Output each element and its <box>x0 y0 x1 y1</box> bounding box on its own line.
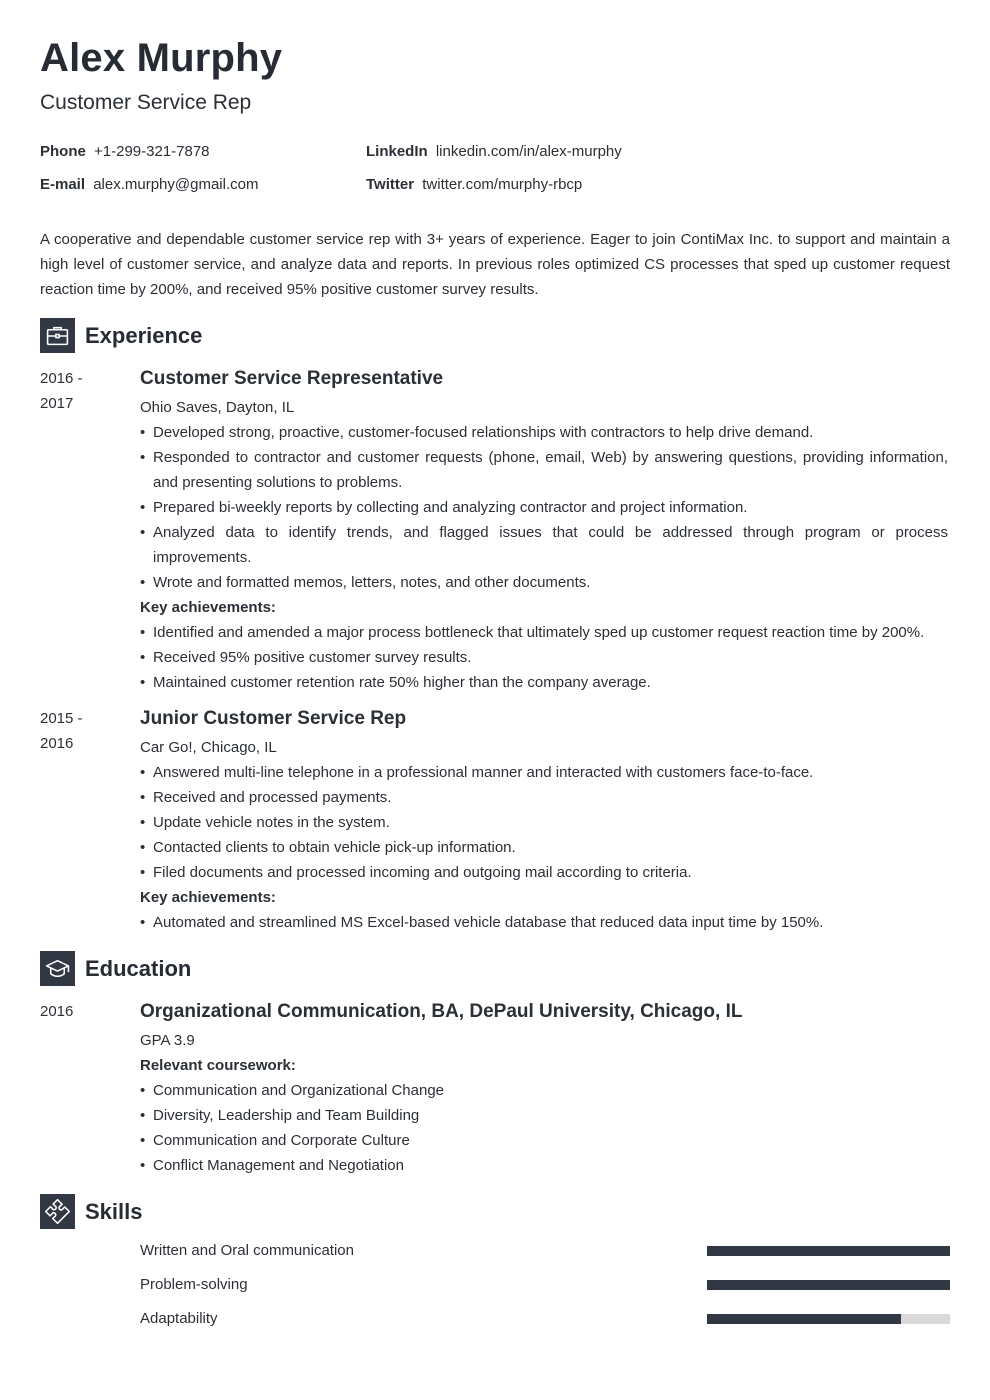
skill-name: Problem-solving <box>140 1276 248 1293</box>
contact-twitter <box>366 176 582 194</box>
skill-row <box>140 1275 950 1295</box>
skill-level-bar <box>707 1246 950 1256</box>
phone-value: +1-299-321-7878 <box>94 143 210 160</box>
education-heading: Education <box>85 955 192 981</box>
contact-linkedin <box>366 143 622 161</box>
degree-title: Organizational Communication, BA, DePaul University, Chicago, IL <box>140 1001 743 1022</box>
linkedin-link[interactable]: linkedin.com/in/alex-murphy <box>435 143 622 160</box>
list-item: • Received 95% positive customer survey results. <box>140 645 950 670</box>
list-item: • Received and processed payments. <box>140 785 950 810</box>
job-duties-list <box>140 760 950 885</box>
profile-summary: A cooperative and dependable customer service rep with 3+ years of experience. Eager to join ContiMax Inc. to support and maintain a high level of customer service, and analyze data and reports. In previous roles optimized CS processes that sped up customer request reaction time by 200%, and received 95% positive customer survey results. <box>40 231 950 298</box>
email-label: E-mail <box>40 176 86 193</box>
coursework-list <box>140 1078 950 1178</box>
education-section-header <box>40 951 191 986</box>
list-item: • Filed documents and processed incoming and outgoing mail according to criteria. <box>140 860 950 885</box>
list-item: • Automated and streamlined MS Excel-based vehicle database that reduced data input time by 150%. <box>140 910 950 935</box>
list-item: • Maintained customer retention rate 50% higher than the company average. <box>140 670 950 695</box>
job-title: Customer Service Representative <box>140 368 444 389</box>
skills-heading: Skills <box>85 1198 143 1224</box>
job-achievements-list <box>140 620 950 695</box>
skill-name: Written and Oral communication <box>140 1242 354 1259</box>
skill-row <box>140 1309 950 1329</box>
job-company: Car Go!, Chicago, IL <box>140 739 277 756</box>
job-duties-list <box>140 420 950 595</box>
skill-row <box>140 1241 950 1261</box>
list-item: • Answered multi-line telephone in a professional manner and interacted with customers face-to-face. <box>140 760 950 785</box>
list-item: • Diversity, Leadership and Team Building <box>140 1103 950 1128</box>
skill-name: Adaptability <box>140 1310 218 1327</box>
achievements-label: Key achievements: <box>140 889 276 906</box>
list-item: • Prepared bi-weekly reports by collecting and analyzing contractor and project information. <box>140 495 950 520</box>
skill-level-bar <box>707 1280 950 1290</box>
list-item: • Developed strong, proactive, customer-focused relationships with contractors to help drive demand. <box>140 420 950 445</box>
email-link[interactable]: alex.murphy@gmail.com <box>93 176 259 193</box>
skills-section-header <box>40 1194 142 1229</box>
skill-level-fill <box>707 1246 950 1256</box>
skill-level-fill <box>707 1314 901 1324</box>
skill-level-bar <box>707 1314 950 1324</box>
job-company: Ohio Saves, Dayton, IL <box>140 399 295 416</box>
graduation-cap-icon <box>40 951 75 986</box>
experience-heading: Experience <box>85 322 203 348</box>
list-item: • Contacted clients to obtain vehicle pick-up information. <box>140 835 950 860</box>
resume-name: Alex Murphy <box>40 36 283 80</box>
skill-level-fill <box>707 1280 950 1290</box>
contact-phone <box>40 143 210 161</box>
education-date: 2016 <box>40 1003 74 1020</box>
job-title: Junior Customer Service Rep <box>140 708 407 729</box>
list-item: • Communication and Corporate Culture <box>140 1128 950 1153</box>
list-item: • Communication and Organizational Change <box>140 1078 950 1103</box>
job-date: 2015 - 2016 <box>40 710 83 752</box>
briefcase-icon <box>40 318 75 353</box>
list-item: • Update vehicle notes in the system. <box>140 810 950 835</box>
experience-section-header <box>40 318 202 353</box>
twitter-link[interactable]: twitter.com/murphy-rbcp <box>422 176 583 193</box>
achievements-label: Key achievements: <box>140 599 276 616</box>
list-item: • Responded to contractor and customer requests (phone, email, Web) by answering questions, providing information, and presenting solutions to problems. <box>140 445 950 495</box>
list-item: • Wrote and formatted memos, letters, notes, and other documents. <box>140 570 950 595</box>
resume-job-title: Customer Service Rep <box>40 91 252 114</box>
education-gpa: GPA 3.9 <box>140 1032 195 1049</box>
phone-label: Phone <box>40 143 86 160</box>
job-achievements-list <box>140 910 950 935</box>
list-item: • Identified and amended a major process bottleneck that ultimately sped up customer request reaction time by 200%. <box>140 620 950 645</box>
coursework-label: Relevant coursework: <box>140 1057 296 1074</box>
job-date: 2016 - 2017 <box>40 370 83 412</box>
list-item: • Analyzed data to identify trends, and flagged issues that could be addressed through program or process improvements. <box>140 520 950 570</box>
twitter-label: Twitter <box>366 176 415 193</box>
list-item: • Conflict Management and Negotiation <box>140 1153 950 1178</box>
linkedin-label: LinkedIn <box>366 143 428 160</box>
puzzle-piece-icon <box>40 1194 75 1229</box>
contact-email <box>40 176 258 194</box>
